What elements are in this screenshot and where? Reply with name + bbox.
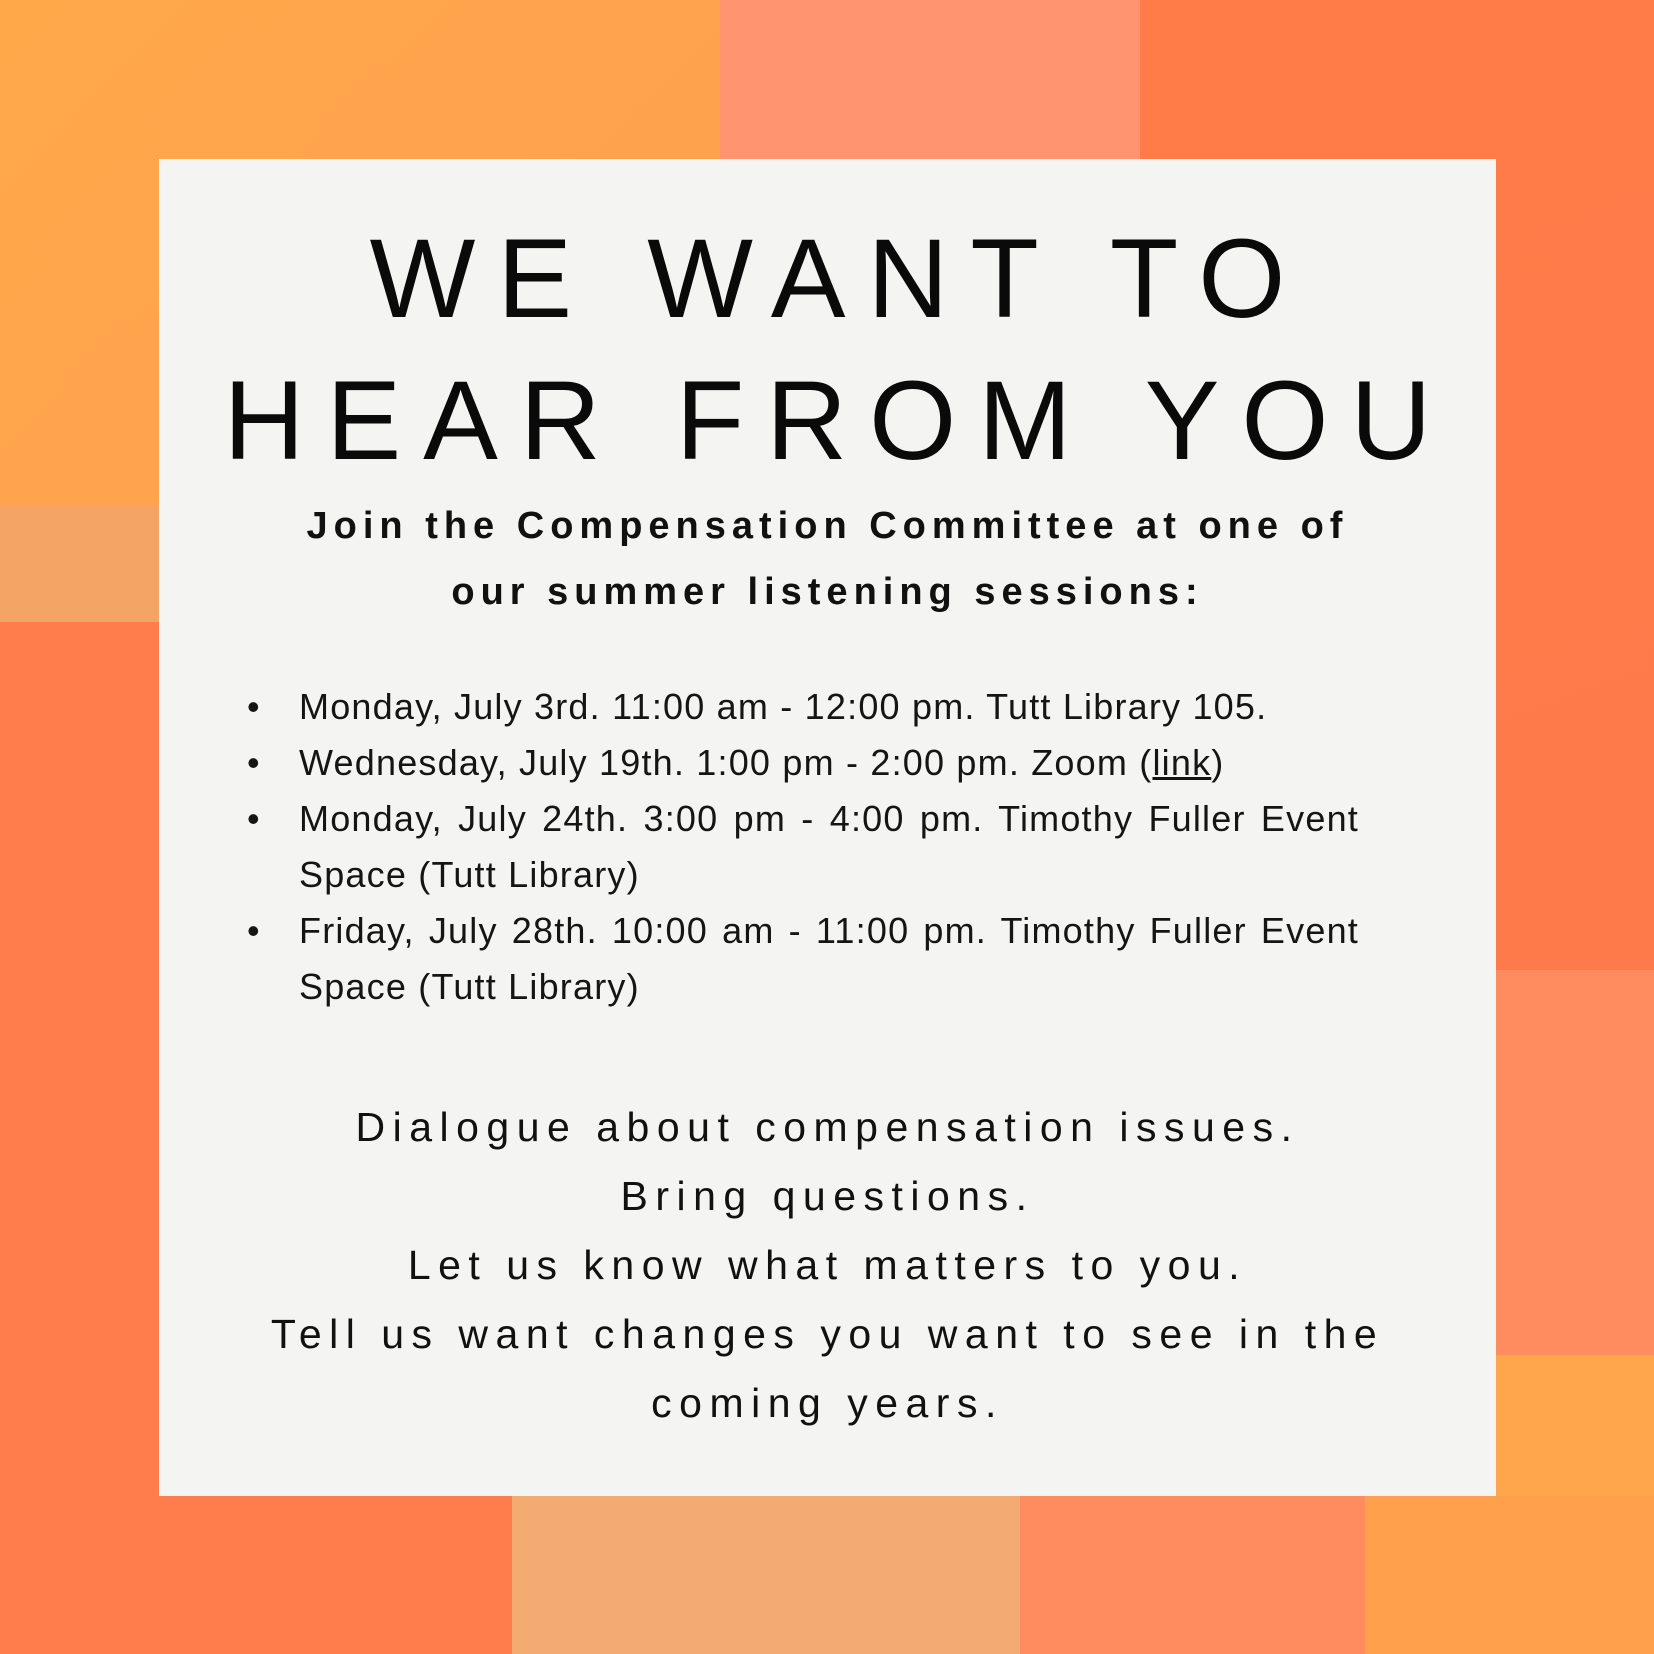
- session-item: [247, 679, 1359, 735]
- background-block: [0, 505, 160, 622]
- session-text: Monday, July 3rd. 11:00 am - 12:00 pm. Tutt Library 105.: [299, 686, 1268, 727]
- subheading: [159, 493, 1496, 625]
- closing-line-1: Dialogue about compensation issues.: [355, 1104, 1300, 1150]
- closing-message: [159, 1093, 1496, 1438]
- bullet-icon: •: [247, 910, 261, 951]
- closing-line-4: Tell us want changes you want to see in the: [270, 1311, 1385, 1357]
- subheading-line-2: our summer listening sessions:: [451, 571, 1204, 613]
- bullet-icon: •: [247, 798, 261, 839]
- closing-line-2: Bring questions.: [620, 1173, 1035, 1219]
- background-block: [0, 1496, 512, 1654]
- bullet-icon: •: [247, 686, 261, 727]
- zoom-link[interactable]: link: [1152, 742, 1212, 783]
- background-block: [1365, 1496, 1654, 1654]
- headline-line-2: HEAR FROM YOU: [223, 358, 1454, 483]
- session-text: Monday, July 24th. 3:00 pm - 4:00 pm. Timothy Fuller Event Space (Tutt Library): [299, 798, 1359, 895]
- session-text: Friday, July 28th. 10:00 am - 11:00 pm. Timothy Fuller Event Space (Tutt Library): [299, 910, 1359, 1007]
- background-block: [720, 0, 1140, 160]
- subheading-line-1: Join the Compensation Committee at one of: [306, 505, 1349, 547]
- background-block: [512, 1496, 1020, 1654]
- closing-line-3: Let us know what matters to you.: [407, 1242, 1248, 1288]
- closing-line-5: coming years.: [651, 1380, 1004, 1426]
- session-item: [247, 791, 1359, 903]
- headline-line-1: WE WANT TO: [369, 216, 1308, 341]
- flyer-card: [159, 159, 1496, 1496]
- session-text-suffix: ): [1211, 742, 1225, 783]
- session-list: [247, 679, 1359, 1015]
- session-item: [247, 903, 1359, 1015]
- session-item: [247, 735, 1359, 791]
- background-block: [1496, 970, 1654, 1355]
- bullet-icon: •: [247, 742, 261, 783]
- background-block: [1020, 1496, 1365, 1654]
- session-text: Wednesday, July 19th. 1:00 pm - 2:00 pm. Zoom (: [299, 742, 1153, 783]
